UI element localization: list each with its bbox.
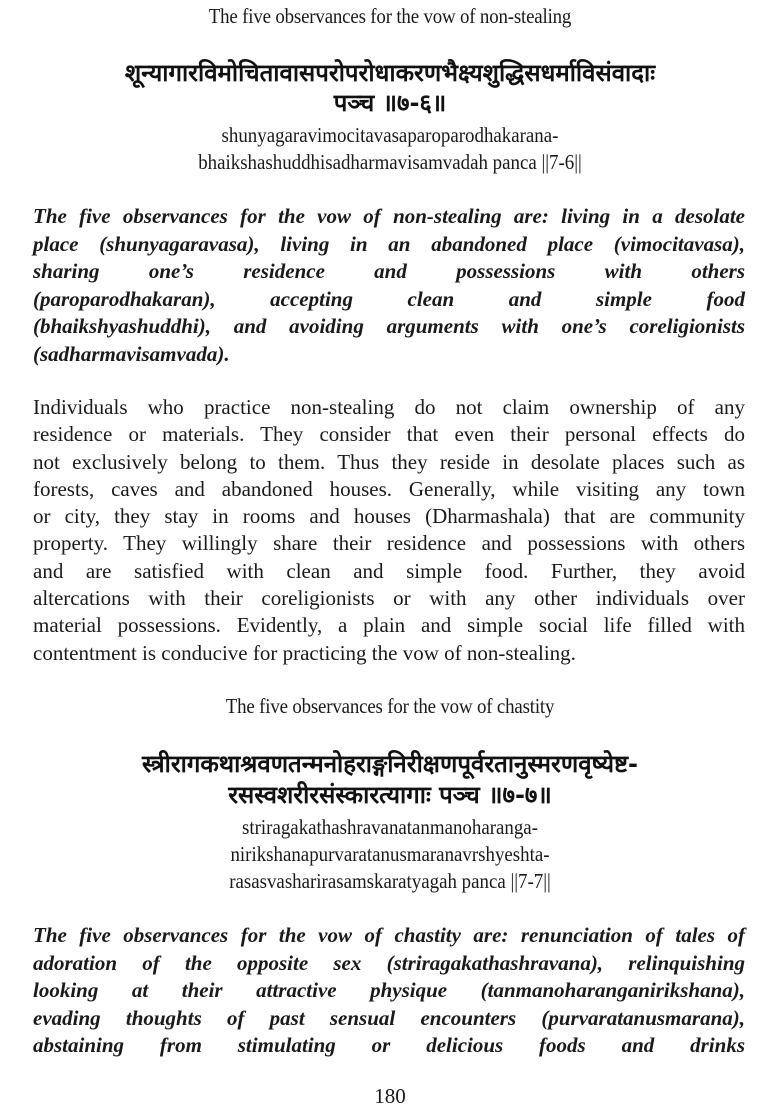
text-line: The five observances for the vow of non-stealing are: living in a desolate [33,204,745,228]
section-heading-non-stealing: The five observances for the vow of non-stealing [208,4,572,28]
text-line: (paroparodhakaran), accepting clean and simple food [33,286,745,311]
text-line: sharing one’s residence and possessions with others [33,259,745,284]
sutra-devanagari-7-6-line2: पञ्च ॥७-६॥ [333,89,447,117]
text-line: (sadharmavisamvada). [33,341,230,366]
page-number: 180 [374,1084,406,1108]
text-line: forests, caves and abandoned houses. Generally, while visiting any town [33,476,745,501]
sutra-devanagari-7-7-line2: रसस्वशरीरसंस्कारत्यागाः पञ्च ॥७-७॥ [228,781,552,809]
sutra-transliteration-7-6-line2: bhaikshashuddhisadharmavisamvadah panca ||7-6|| [198,150,582,174]
text-line: property. They willingly share their residence and possessions with others [33,531,745,556]
text-line: evading thoughts of past sensual encounters (purvaratanusmarana), [33,1005,745,1030]
text-line: looking at their attractive physique (tanmanoharanganirikshana), [33,978,745,1003]
sutra-transliteration-7-7-line2: nirikshanapurvaratanusmaranavrshyeshta- [230,842,550,866]
section-heading-chastity: The five observances for the vow of chastity [225,694,555,718]
text-line: contentment is conducive for practicing the vow of non-stealing. [33,640,576,665]
sutra-transliteration-7-7-line1: striragakathashravanatanmanoharanga- [242,815,538,839]
sutra-transliteration-7-7-line3: rasasvasharirasamskaratyagah panca ||7-7|| [229,869,551,893]
text-line: residence or materials. They consider that even their personal effects do [33,422,745,447]
text-line: (bhaikshyashuddhi), and avoiding arguments with one’s coreligionists [33,314,745,339]
text-line: altercations with their coreligionists or with any other individuals over [33,586,745,611]
text-line: adoration of the opposite sex (striragakathashravana), relinquishing [33,950,745,975]
commentary-paragraph-non-stealing [33,394,745,667]
text-line: The five observances for the vow of chastity are: renunciation of tales of [33,923,745,947]
translation-paragraph-chastity [33,922,745,1060]
sutra-devanagari-7-6-line1: शून्यागारविमोचितावासपरोपरोधाकरणभैक्ष्यशुद्धिसधर्माविसंवादाः [124,59,656,87]
sutra-devanagari-7-7-line1: स्त्रीरागकथाश्रवणतन्मनोहराङ्गनिरीक्षणपूर्वरतानुस्मरणवृष्येष्ट- [142,750,638,778]
text-line: abstaining from stimulating or delicious foods and drinks [33,1033,745,1058]
sutra-transliteration-7-6-line1: shunyagaravimocitavasaparoparodhakarana- [221,123,559,147]
text-line: or city, they stay in rooms and houses (Dharmashala) that are community [33,504,745,529]
text-line: material possessions. Evidently, a plain and simple social life filled with [33,613,745,638]
text-line: and are satisfied with clean and simple food. Further, they avoid [33,558,745,583]
text-line: not exclusively belong to them. Thus they reside in desolate places such as [33,449,745,474]
text-line: Individuals who practice non-stealing do not claim ownership of any [33,395,745,419]
translation-paragraph-non-stealing [33,203,745,369]
text-line: place (shunyagaravasa), living in an abandoned place (vimocitavasa), [33,231,745,256]
